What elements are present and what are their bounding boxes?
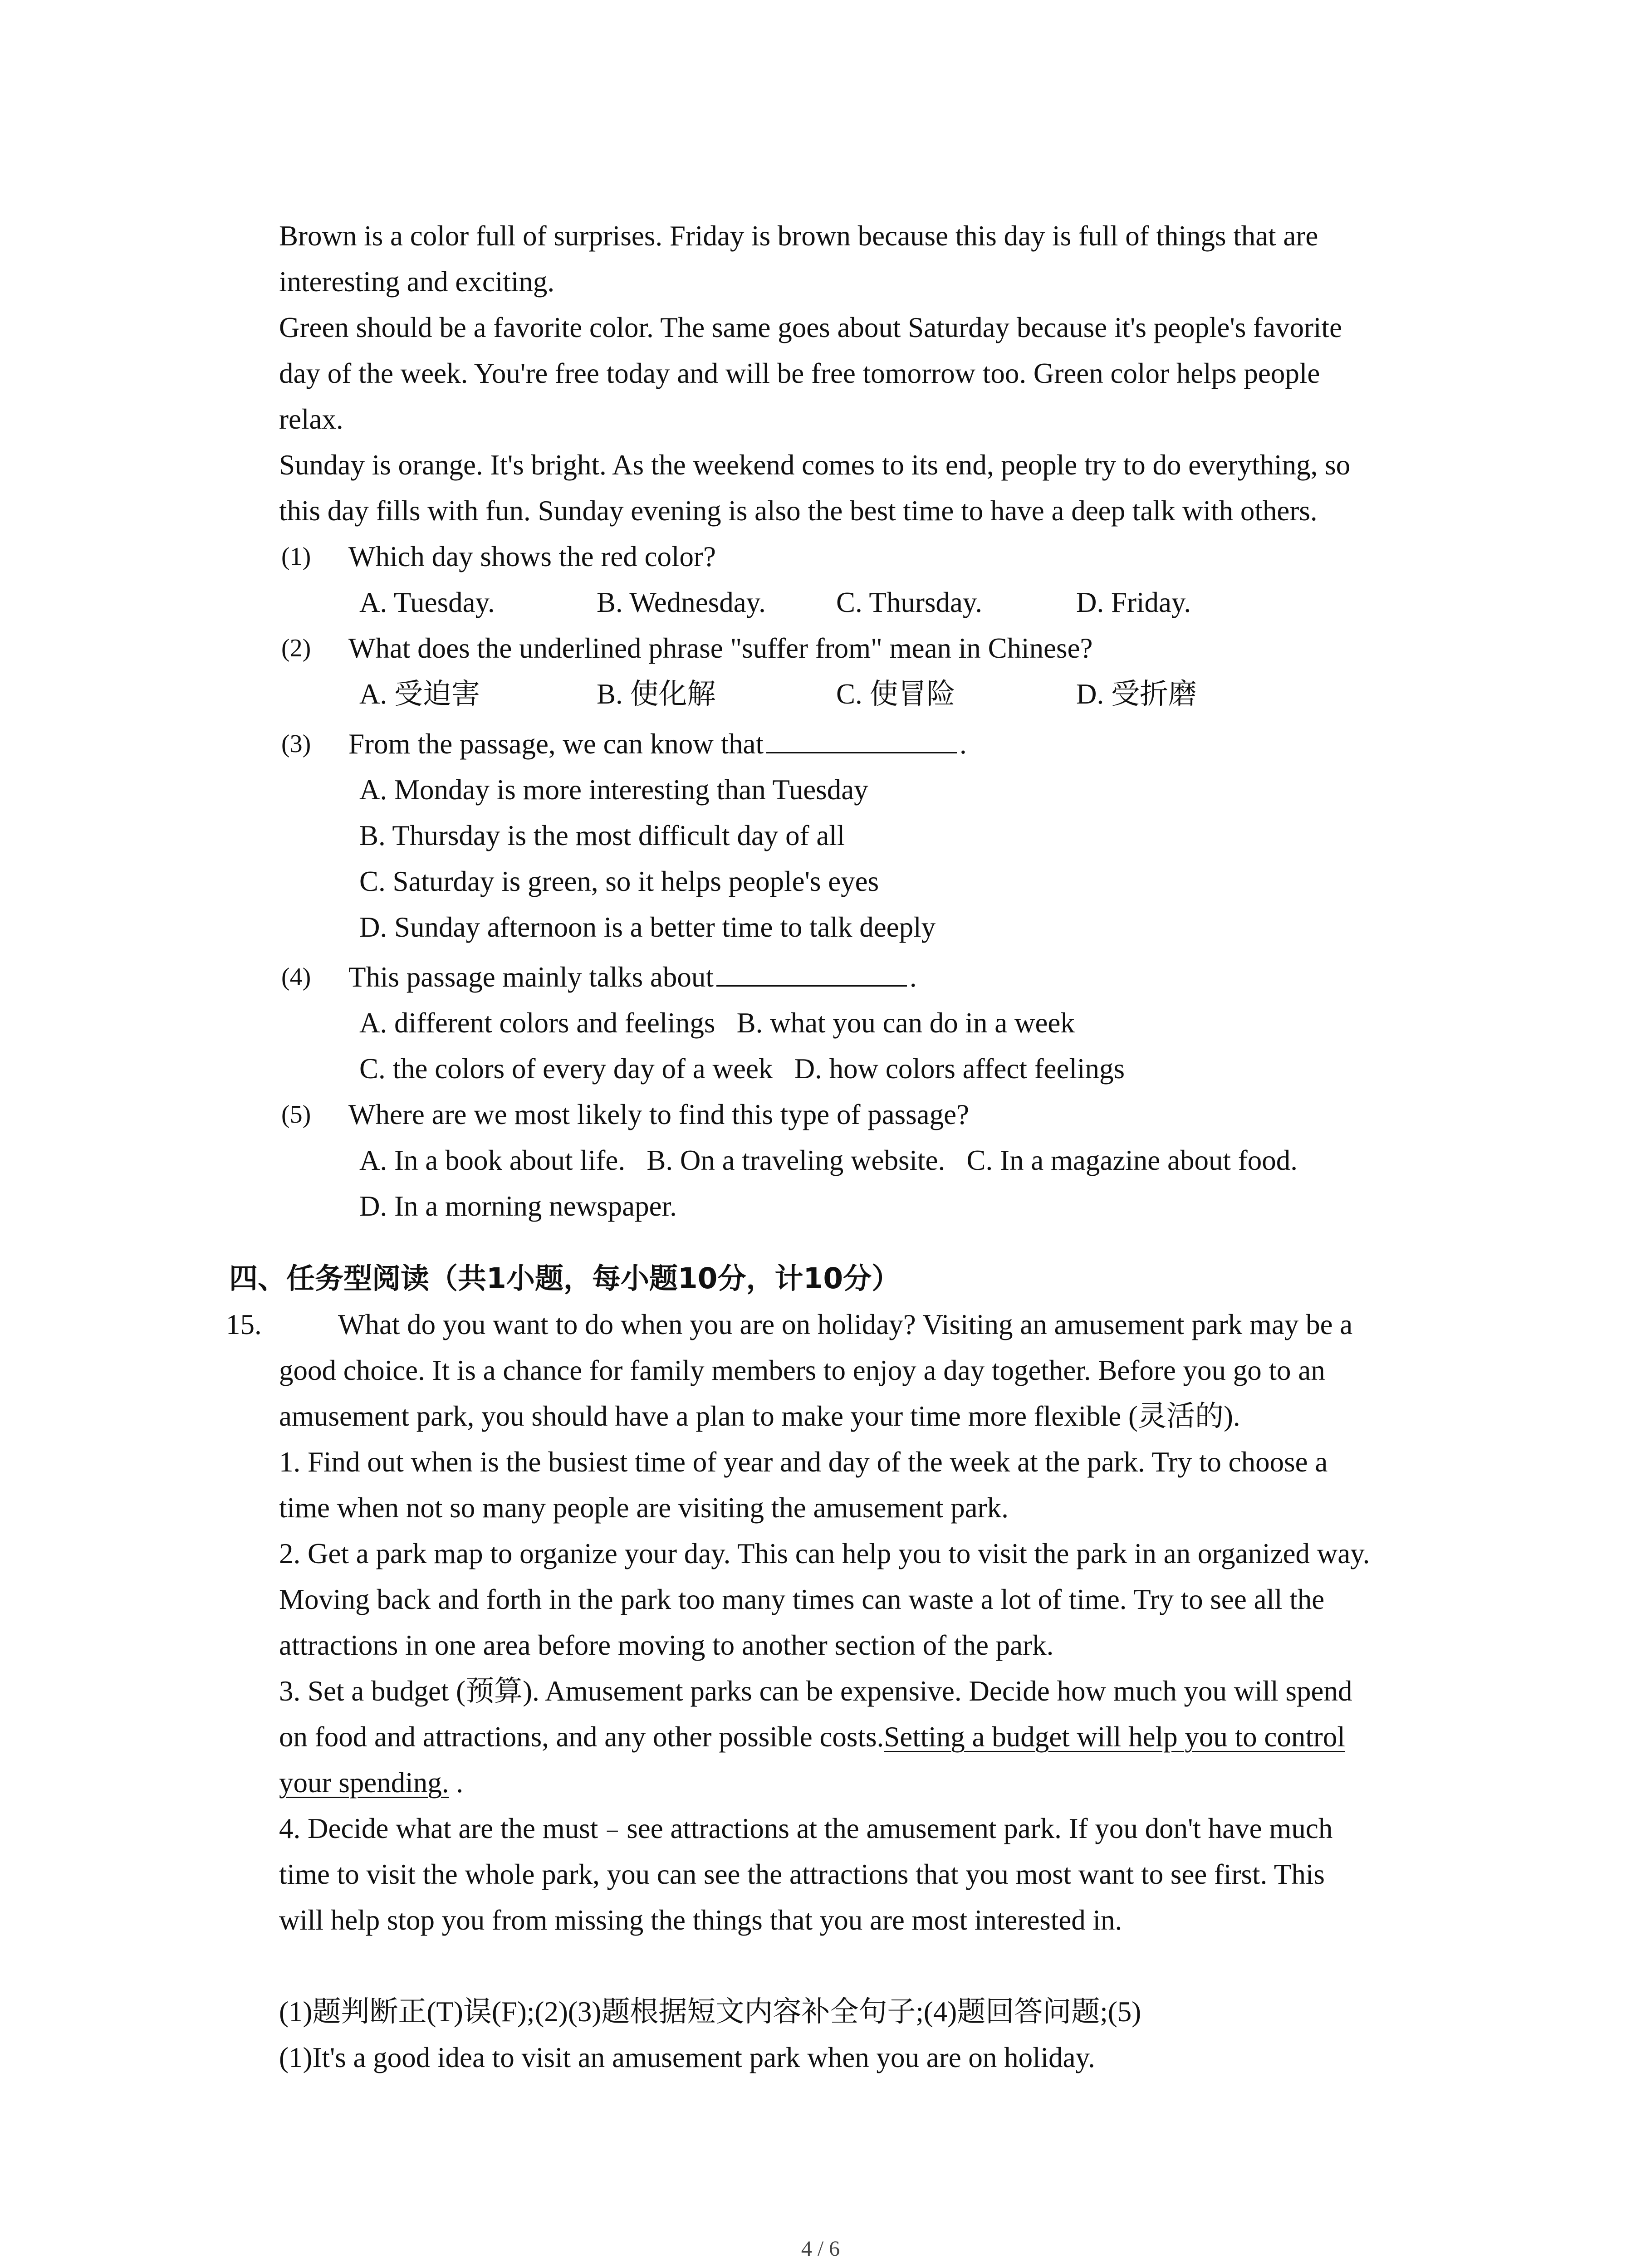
passage-line: Sunday is orange. It's bright. As the weekend comes to its end, people try to do everything, so xyxy=(279,449,1351,481)
passage-line: amusement park, you should have a plan to make your time more flexible (灵活的). xyxy=(279,1400,1240,1432)
option-a: A. 受迫害 xyxy=(359,678,480,710)
option-b: B. Thursday is the most difficult day of all xyxy=(359,820,845,851)
passage-line: good choice. It is a chance for family members to enjoy a day together. Before you go to an xyxy=(279,1354,1325,1386)
underlined-sentence: your spending. xyxy=(279,1767,449,1799)
passage-line: Brown is a color full of surprises. Friday is brown because this day is full of things that are xyxy=(279,220,1318,252)
sub-question: (1)It's a good idea to visit an amusement park when you are on holiday. xyxy=(279,2042,1095,2073)
passage-line xyxy=(279,1714,1345,1760)
question-text-after: . xyxy=(960,728,967,760)
passage-line: attractions in one area before moving to another section of the park. xyxy=(279,1629,1054,1661)
option-c: C. 使冒险 xyxy=(836,678,955,710)
answer-blank xyxy=(766,723,957,753)
passage-line: Moving back and forth in the park too many times can waste a lot of time. Try to see all the xyxy=(279,1584,1325,1615)
question-text-before: This passage mainly talks about xyxy=(348,961,714,993)
plain-text: on food and attractions, and any other possible costs. xyxy=(279,1721,884,1753)
section-heading: 四、任务型阅读（共1小题，每小题10分，计10分） xyxy=(229,1262,901,1295)
option-d: D. Sunday afternoon is a better time to talk deeply xyxy=(359,911,936,943)
question-text xyxy=(348,954,917,1000)
passage-line: time to visit the whole park, you can see the attractions that you most want to see first. This xyxy=(279,1858,1325,1890)
question-text: What does the underlined phrase "suffer from" mean in Chinese? xyxy=(348,632,1093,664)
question-number: (4) xyxy=(281,963,311,991)
passage-line: relax. xyxy=(279,403,343,435)
passage-line: interesting and exciting. xyxy=(279,266,555,298)
passage-line: 2. Get a park map to organize your day. This can help you to visit the park in an organized way. xyxy=(279,1538,1370,1569)
question-number: (2) xyxy=(281,634,311,662)
answer-blank xyxy=(716,956,907,987)
option-c: C. Thursday. xyxy=(836,587,982,618)
option-b: B. 使化解 xyxy=(597,678,716,710)
passage-line: day of the week. You're free today and will be free tomorrow too. Green color helps people xyxy=(279,357,1320,389)
option-d: D. 受折磨 xyxy=(1076,678,1197,710)
passage-line: 4. Decide what are the must﹣see attractions at the amusement park. If you don't have much xyxy=(279,1813,1333,1844)
passage-line: this day fills with fun. Sunday evening is also the best time to have a deep talk with others. xyxy=(279,495,1318,527)
passage-line: time when not so many people are visiting the amusement park. xyxy=(279,1492,1009,1524)
question-text: Which day shows the red color? xyxy=(348,541,716,572)
passage-line: will help stop you from missing the things that you are most interested in. xyxy=(279,1904,1122,1936)
page-number: 4 / 6 xyxy=(801,2237,840,2261)
option-d: D. Friday. xyxy=(1076,587,1191,618)
question-text-after: . xyxy=(909,961,917,993)
instructions: (1)题判断正(T)误(F);(2)(3)题根据短文内容补全句子;(4)题回答问题;(5) xyxy=(279,1996,1141,2028)
options-line: A. different colors and feelings B. what you can do in a week xyxy=(359,1007,1075,1039)
passage-line xyxy=(279,1760,463,1806)
passage-line: 3. Set a budget (预算). Amusement parks can be expensive. Decide how much you will spend xyxy=(279,1675,1352,1707)
passage-line: Green should be a favorite color. The same goes about Saturday because it's people's favorite xyxy=(279,312,1342,343)
question-number: (3) xyxy=(281,730,311,758)
option-b: B. Wednesday. xyxy=(597,587,766,618)
plain-text: . xyxy=(449,1767,463,1799)
question-number: (5) xyxy=(281,1100,311,1129)
question-15-number: 15. xyxy=(226,1309,262,1340)
passage-line: What do you want to do when you are on holiday? Visiting an amusement park may be a xyxy=(338,1309,1353,1340)
question-text xyxy=(348,721,967,767)
question-text-before: From the passage, we can know that xyxy=(348,728,764,760)
options-line: A. In a book about life. B. On a traveling website. C. In a magazine about food. xyxy=(359,1144,1298,1176)
options-line: D. In a morning newspaper. xyxy=(359,1190,677,1222)
option-c: C. Saturday is green, so it helps people's eyes xyxy=(359,865,879,897)
option-a: A. Tuesday. xyxy=(359,587,495,618)
underlined-sentence: Setting a budget will help you to control xyxy=(884,1721,1345,1753)
question-number: (1) xyxy=(281,543,311,571)
option-a: A. Monday is more interesting than Tuesday xyxy=(359,774,868,806)
question-text: Where are we most likely to find this type of passage? xyxy=(348,1099,970,1130)
options-line: C. the colors of every day of a week D. how colors affect feelings xyxy=(359,1053,1125,1085)
passage-line: 1. Find out when is the busiest time of year and day of the week at the park. Try to choose a xyxy=(279,1446,1328,1478)
